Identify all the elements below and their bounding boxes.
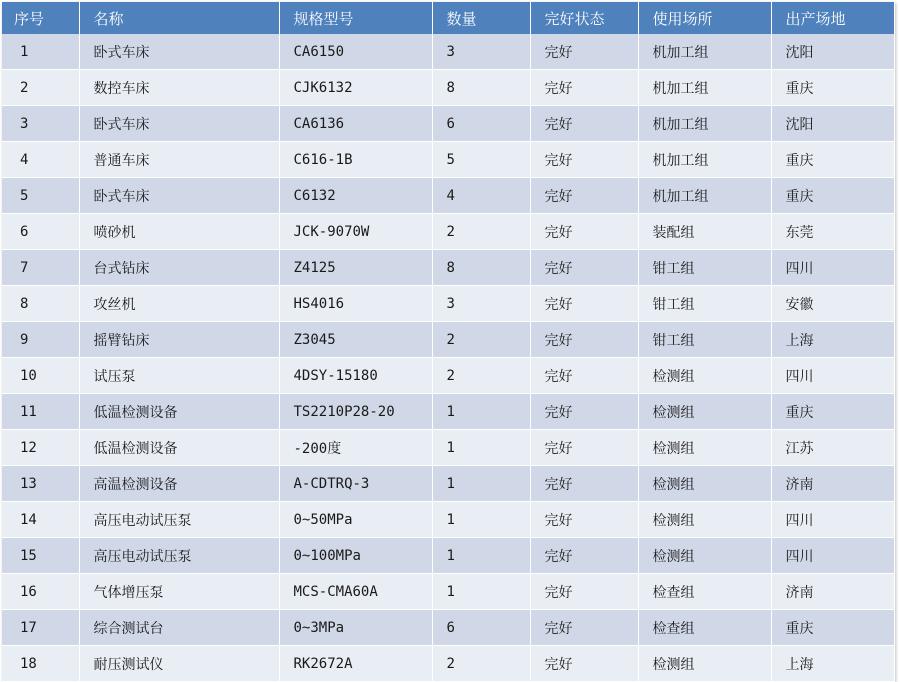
- cell-condition: 完好: [530, 214, 638, 250]
- cell-model: HS4016: [279, 286, 432, 322]
- cell-model: -200度: [279, 430, 432, 466]
- cell-quantity: 8: [432, 250, 530, 286]
- cell-origin: 东莞: [771, 214, 894, 250]
- cell-index: 5: [2, 178, 79, 214]
- cell-origin: 沈阳: [771, 106, 894, 142]
- cell-origin: 安徽: [771, 286, 894, 322]
- cell-location: 机加工组: [638, 34, 771, 70]
- table-row: [2, 574, 894, 610]
- cell-origin: 四川: [771, 358, 894, 394]
- cell-index: 14: [2, 502, 79, 538]
- table-row: [2, 538, 894, 574]
- cell-model: A-CDTRQ-3: [279, 466, 432, 502]
- cell-index: 13: [2, 466, 79, 502]
- header-model: 规格型号: [279, 2, 432, 34]
- cell-location: 装配组: [638, 214, 771, 250]
- header-origin: 出产场地: [771, 2, 894, 34]
- cell-location: 检测组: [638, 502, 771, 538]
- cell-model: 4DSY-15180: [279, 358, 432, 394]
- table-row: [2, 142, 894, 178]
- cell-origin: 重庆: [771, 178, 894, 214]
- cell-location: 钳工组: [638, 286, 771, 322]
- table-row: [2, 34, 894, 70]
- table-row: [2, 466, 894, 502]
- cell-index: 4: [2, 142, 79, 178]
- header-name: 名称: [79, 2, 279, 34]
- cell-quantity: 2: [432, 322, 530, 358]
- table-row: [2, 286, 894, 322]
- cell-quantity: 2: [432, 358, 530, 394]
- table-row: [2, 250, 894, 286]
- cell-model: Z4125: [279, 250, 432, 286]
- cell-index: 8: [2, 286, 79, 322]
- header-condition: 完好状态: [530, 2, 638, 34]
- cell-name: 卧式车床: [79, 178, 279, 214]
- cell-name: 耐压测试仪: [79, 646, 279, 682]
- cell-name: 台式钻床: [79, 250, 279, 286]
- cell-condition: 完好: [530, 502, 638, 538]
- cell-quantity: 6: [432, 106, 530, 142]
- cell-location: 机加工组: [638, 142, 771, 178]
- cell-model: C6132: [279, 178, 432, 214]
- cell-name: 喷砂机: [79, 214, 279, 250]
- table-row: [2, 70, 894, 106]
- cell-quantity: 4: [432, 178, 530, 214]
- cell-model: RK2672A: [279, 646, 432, 682]
- cell-condition: 完好: [530, 70, 638, 106]
- cell-condition: 完好: [530, 250, 638, 286]
- cell-quantity: 1: [432, 430, 530, 466]
- cell-location: 检测组: [638, 430, 771, 466]
- cell-index: 1: [2, 34, 79, 70]
- cell-condition: 完好: [530, 574, 638, 610]
- cell-condition: 完好: [530, 466, 638, 502]
- cell-quantity: 2: [432, 214, 530, 250]
- cell-location: 检测组: [638, 466, 771, 502]
- cell-model: CA6136: [279, 106, 432, 142]
- cell-location: 机加工组: [638, 70, 771, 106]
- cell-origin: 重庆: [771, 142, 894, 178]
- cell-origin: 沈阳: [771, 34, 894, 70]
- cell-name: 低温检测设备: [79, 394, 279, 430]
- cell-condition: 完好: [530, 538, 638, 574]
- table-row: [2, 358, 894, 394]
- table-row: [2, 430, 894, 466]
- cell-model: JCK-9070W: [279, 214, 432, 250]
- cell-index: 17: [2, 610, 79, 646]
- cell-quantity: 1: [432, 502, 530, 538]
- table-row: [2, 502, 894, 538]
- cell-index: 9: [2, 322, 79, 358]
- cell-location: 检测组: [638, 358, 771, 394]
- header-location: 使用场所: [638, 2, 771, 34]
- cell-condition: 完好: [530, 286, 638, 322]
- cell-index: 12: [2, 430, 79, 466]
- table-body: [2, 34, 894, 682]
- cell-name: 攻丝机: [79, 286, 279, 322]
- cell-condition: 完好: [530, 142, 638, 178]
- table-row: [2, 322, 894, 358]
- cell-origin: 四川: [771, 502, 894, 538]
- cell-name: 低温检测设备: [79, 430, 279, 466]
- cell-origin: 四川: [771, 538, 894, 574]
- cell-location: 钳工组: [638, 322, 771, 358]
- table-row: [2, 106, 894, 142]
- cell-name: 卧式车床: [79, 106, 279, 142]
- table-header: [2, 2, 894, 34]
- cell-name: 综合测试台: [79, 610, 279, 646]
- cell-name: 试压泵: [79, 358, 279, 394]
- cell-location: 钳工组: [638, 250, 771, 286]
- table-row: [2, 394, 894, 430]
- cell-quantity: 6: [432, 610, 530, 646]
- cell-index: 2: [2, 70, 79, 106]
- cell-origin: 重庆: [771, 394, 894, 430]
- cell-condition: 完好: [530, 178, 638, 214]
- cell-quantity: 8: [432, 70, 530, 106]
- cell-condition: 完好: [530, 322, 638, 358]
- cell-location: 机加工组: [638, 178, 771, 214]
- cell-origin: 上海: [771, 322, 894, 358]
- cell-name: 气体增压泵: [79, 574, 279, 610]
- cell-model: Z3045: [279, 322, 432, 358]
- cell-quantity: 1: [432, 466, 530, 502]
- cell-location: 检测组: [638, 538, 771, 574]
- cell-condition: 完好: [530, 430, 638, 466]
- cell-quantity: 1: [432, 538, 530, 574]
- cell-name: 卧式车床: [79, 34, 279, 70]
- cell-index: 7: [2, 250, 79, 286]
- table-row: [2, 214, 894, 250]
- cell-index: 15: [2, 538, 79, 574]
- cell-index: 16: [2, 574, 79, 610]
- cell-model: TS2210P28-20: [279, 394, 432, 430]
- cell-origin: 重庆: [771, 610, 894, 646]
- cell-condition: 完好: [530, 394, 638, 430]
- cell-model: CA6150: [279, 34, 432, 70]
- cell-model: C616-1B: [279, 142, 432, 178]
- cell-quantity: 3: [432, 286, 530, 322]
- cell-condition: 完好: [530, 610, 638, 646]
- cell-quantity: 2: [432, 646, 530, 682]
- cell-model: CJK6132: [279, 70, 432, 106]
- cell-quantity: 5: [432, 142, 530, 178]
- table-row: [2, 610, 894, 646]
- cell-quantity: 1: [432, 574, 530, 610]
- cell-model: 0~3MPa: [279, 610, 432, 646]
- cell-origin: 济南: [771, 574, 894, 610]
- cell-index: 3: [2, 106, 79, 142]
- cell-quantity: 3: [432, 34, 530, 70]
- cell-model: MCS-CMA60A: [279, 574, 432, 610]
- cell-location: 检测组: [638, 394, 771, 430]
- header-row: [2, 2, 894, 34]
- cell-name: 高压电动试压泵: [79, 538, 279, 574]
- cell-name: 高温检测设备: [79, 466, 279, 502]
- cell-origin: 上海: [771, 646, 894, 682]
- header-quantity: 数量: [432, 2, 530, 34]
- cell-condition: 完好: [530, 358, 638, 394]
- cell-index: 6: [2, 214, 79, 250]
- cell-index: 10: [2, 358, 79, 394]
- cell-condition: 完好: [530, 106, 638, 142]
- cell-location: 检查组: [638, 574, 771, 610]
- cell-origin: 四川: [771, 250, 894, 286]
- cell-model: 0~100MPa: [279, 538, 432, 574]
- cell-quantity: 1: [432, 394, 530, 430]
- cell-location: 检查组: [638, 610, 771, 646]
- header-index: 序号: [2, 2, 79, 34]
- table-row: [2, 178, 894, 214]
- cell-index: 11: [2, 394, 79, 430]
- cell-location: 机加工组: [638, 106, 771, 142]
- cell-name: 数控车床: [79, 70, 279, 106]
- equipment-table: [2, 2, 895, 682]
- cell-name: 摇臂钻床: [79, 322, 279, 358]
- cell-condition: 完好: [530, 646, 638, 682]
- cell-origin: 江苏: [771, 430, 894, 466]
- cell-condition: 完好: [530, 34, 638, 70]
- cell-index: 18: [2, 646, 79, 682]
- cell-location: 检测组: [638, 646, 771, 682]
- cell-model: 0~50MPa: [279, 502, 432, 538]
- table-row: [2, 646, 894, 682]
- cell-origin: 济南: [771, 466, 894, 502]
- cell-name: 普通车床: [79, 142, 279, 178]
- cell-origin: 重庆: [771, 70, 894, 106]
- cell-name: 高压电动试压泵: [79, 502, 279, 538]
